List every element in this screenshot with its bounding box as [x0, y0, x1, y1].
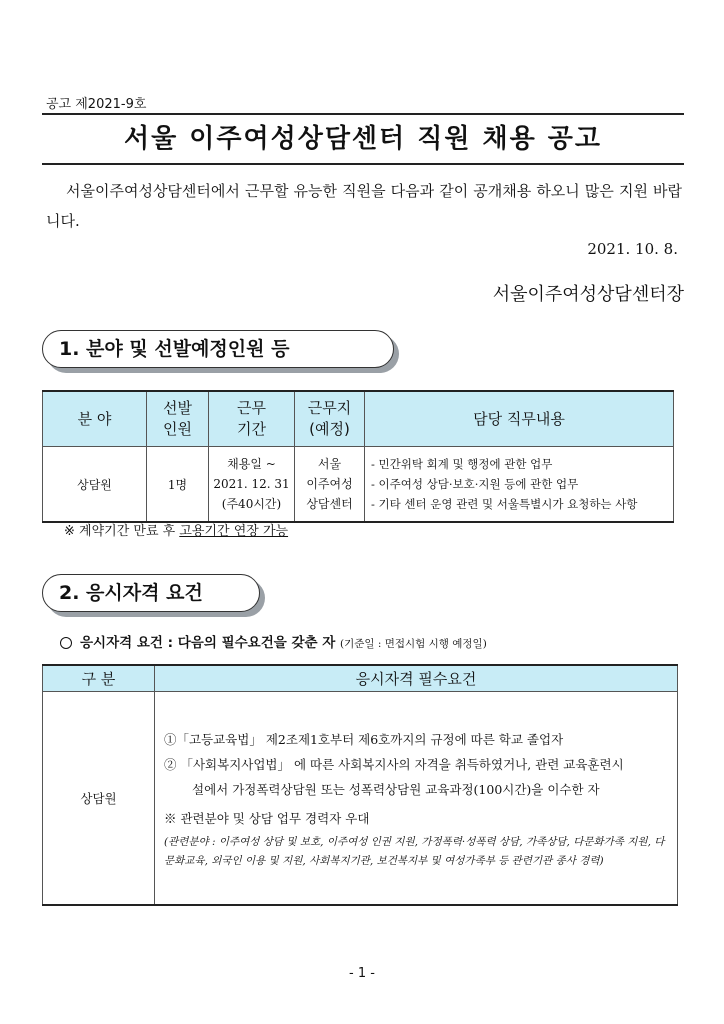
table-row [43, 447, 674, 523]
circle-bullet-icon [60, 637, 72, 649]
qual-main: 응시자격 요건 : 다음의 필수요건을 갖춘 자 [80, 635, 336, 651]
qualification-line [60, 631, 487, 651]
intro-paragraph: 서울이주여성상담센터에서 근무할 유능한 직원을 다음과 같이 공개채용 하오니 많은 지원 바랍니다. [46, 182, 682, 230]
duty-item: - 이주여성 상담·보호·지원 등에 관한 업무 [371, 477, 579, 491]
cell-field: 상담원 [43, 447, 147, 523]
qualification-table [42, 664, 678, 906]
header-duty: 담당 직무내용 [365, 391, 674, 447]
section2-heading-box [42, 574, 260, 612]
notice-number: 공고 제2021-9호 [46, 97, 147, 112]
section1-heading-box [42, 330, 394, 368]
page-number: - 1 - [349, 966, 375, 981]
qual-sub: (기준일 : 면접시험 시행 예정일) [340, 638, 487, 650]
duty-item: - 기타 센터 운영 관련 및 서울특별시가 요청하는 사항 [371, 497, 638, 511]
section1-heading: 1. 분야 및 선발예정인원 등 [42, 330, 394, 368]
cell-count: 1명 [147, 447, 209, 523]
header-place: 근무지 (예정) [295, 391, 365, 447]
requirement-2-cont: 설에서 가정폭력상담원 또는 성폭력상담원 교육과정(100시간)을 이수한 자 [192, 782, 600, 797]
header-field: 분 야 [43, 391, 147, 447]
signer: 서울이주여성상담센터장 [492, 284, 684, 305]
cell-duties [365, 447, 674, 523]
contract-note: ※ 계약기간 만료 후 고용기간 연장 가능 [64, 524, 289, 539]
duty-item: - 민간위탁 회계 및 행정에 관한 업무 [371, 457, 553, 471]
cell-requirements [155, 692, 678, 906]
preference-detail: (관련분야 : 이주여성 상담 및 보호, 이주여성 인권 지원, 가정폭력·성폭력 상담, 가족상담, 다문화가족 지원, 다문화교육, 외국인 이용 및 지원, 사회복지기관, 보건복지부 및 여성가족부 등 관련기관 종사 경력) [164, 836, 665, 867]
contract-note-underlined: 고용기간 연장 가능 [179, 524, 289, 539]
recruitment-table [42, 390, 674, 523]
header-count: 선발 인원 [147, 391, 209, 447]
requirement-1: ①「고등교육법」 제2조제1호부터 제6호까지의 규정에 따른 학교 졸업자 [164, 732, 564, 747]
header-period: 근무 기간 [209, 391, 295, 447]
cell-period: 채용일 ~ 2021. 12. 31 (주40시간) [209, 447, 295, 523]
table-row [43, 692, 678, 906]
announcement-date: 2021. 10. 8. [587, 240, 678, 258]
cell-role: 상담원 [43, 692, 155, 906]
document-title: 서울 이주여성상담센터 직원 채용 공고 [123, 124, 603, 154]
requirement-2: ② 「사회복지사업법」 에 따른 사회복지사의 자격을 취득하였거나, 관련 교육훈련시 [164, 757, 624, 772]
section2-heading: 2. 응시자격 요건 [42, 574, 260, 612]
cell-place: 서울 이주여성 상담센터 [295, 447, 365, 523]
header-category: 구 분 [43, 665, 155, 692]
preference-note: ※ 관련분야 및 상담 업무 경력자 우대 [164, 811, 370, 826]
title-box [42, 113, 684, 165]
header-requirements: 응시자격 필수요건 [155, 665, 678, 692]
